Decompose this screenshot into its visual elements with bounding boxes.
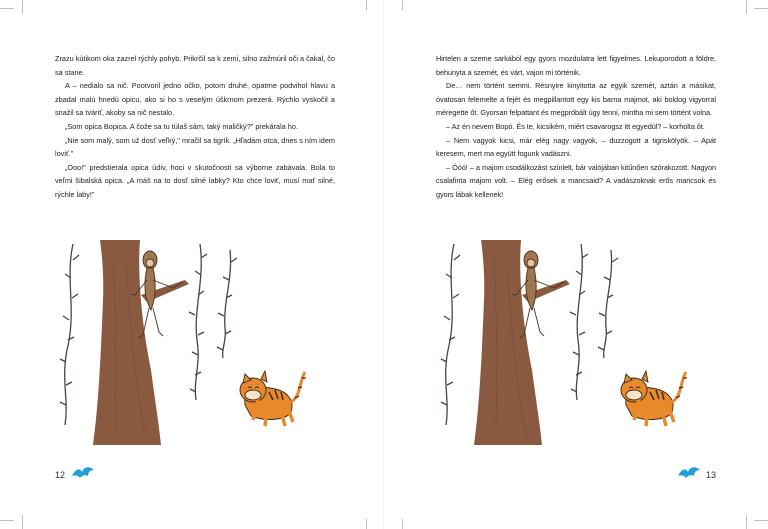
vine-left: [441, 244, 460, 425]
page-number: 13: [706, 470, 717, 480]
paragraph: „Nie som malý, som už dosť veľký," mračil sa tigrík. „Hľadám otca, dnes s ním idem loviť.": [55, 135, 335, 159]
crop-mark: [746, 515, 747, 529]
tiger-cub: [621, 371, 687, 426]
crop-mark: [22, 515, 23, 529]
paragraph: A – nedialo sa nič. Pootvoril jedno očko, potom druhé, opatrne podvihol hlavu a zbadal malú hnedú opicu, ako si ho s veselým úškrnom prezerá. Rýchlo vyskočil a snažil sa tváriť, akoby sa nič nestalo.: [55, 81, 335, 118]
paragraph: – Óóó! – a majom csodálkozást színlelt, bár valójában kitűnően szórakozott. Nagyon csalafinta majom volt. – Elég erősek a mancsaid? A vadászoknak erős mancsok és gyors lábak kellenek!: [436, 162, 716, 199]
crop-mark: [754, 8, 768, 9]
dragon-logo-icon: [676, 464, 702, 480]
right-page: [384, 0, 768, 529]
crop-mark: [402, 0, 403, 10]
vine-left: [60, 244, 79, 425]
crop-mark: [366, 0, 367, 10]
paragraph: De… nem történt semmi. Résnyire kinyitotta az egyik szemét, aztán a másikat, óvatosan felemelte a fejét és megpillantott egy kis barna majmot, aki boldog vigyorral méregette őt. Gyorsan felpattant és megpróbált úgy tenni, mintha mi sem történt volna.: [436, 81, 716, 118]
vine-middle: [570, 244, 588, 400]
crop-mark: [22, 0, 23, 14]
paragraph: – Az én nevem Bopó. És te, kicsikém, miért csavarogsz itt egyedül? – korholta őt.: [446, 121, 705, 131]
paragraph: „Ooo!" predstierala opica údiv, hoci v skutočnosti sa výborne zabávala. Bola to veľmi šibalská opica. „A máš na to dosť silné labky? Kto chce loviť, musí mať silné, rýchle laby!": [55, 162, 335, 199]
story-text-hungarian: [436, 52, 716, 202]
paragraph: Zrazu kútikom oka zazrel rýchly pohyb. Prikrčil sa k zemi, silno zažmúril oči a čakal, čo sa stane.: [55, 54, 335, 77]
dragon-logo-icon: [70, 464, 96, 480]
paragraph: Hirtelen a szeme sarkából egy gyors mozdulatra lett figyelmes. Lekuporodott a földre, behunyta a szemét, és várt, vajon mi történik.: [436, 54, 716, 77]
tiger-cub: [240, 371, 306, 426]
crop-mark: [754, 520, 768, 521]
crop-mark: [0, 8, 14, 9]
paragraph: – Nem vagyok kicsi, már elég nagy vagyok, – duzzogott a tigriskölyök. – Apát keresem, mert ma együtt fogunk vadászni.: [436, 135, 716, 159]
crop-mark: [746, 0, 747, 14]
crop-mark: [402, 519, 403, 529]
illustration-monkey-tiger: [55, 240, 345, 445]
page-number: 12: [55, 470, 66, 480]
paragraph: „Som opica Bopica. A čože sa tu túlaš sám, taký maličký?" prekárala ho.: [65, 121, 298, 131]
story-text-slovak: [55, 52, 335, 202]
vine-right: [598, 250, 618, 358]
crop-mark: [0, 520, 14, 521]
vine-middle: [189, 244, 207, 400]
vine-right: [217, 250, 237, 358]
illustration-monkey-tiger: [436, 240, 726, 445]
crop-mark: [366, 519, 367, 529]
